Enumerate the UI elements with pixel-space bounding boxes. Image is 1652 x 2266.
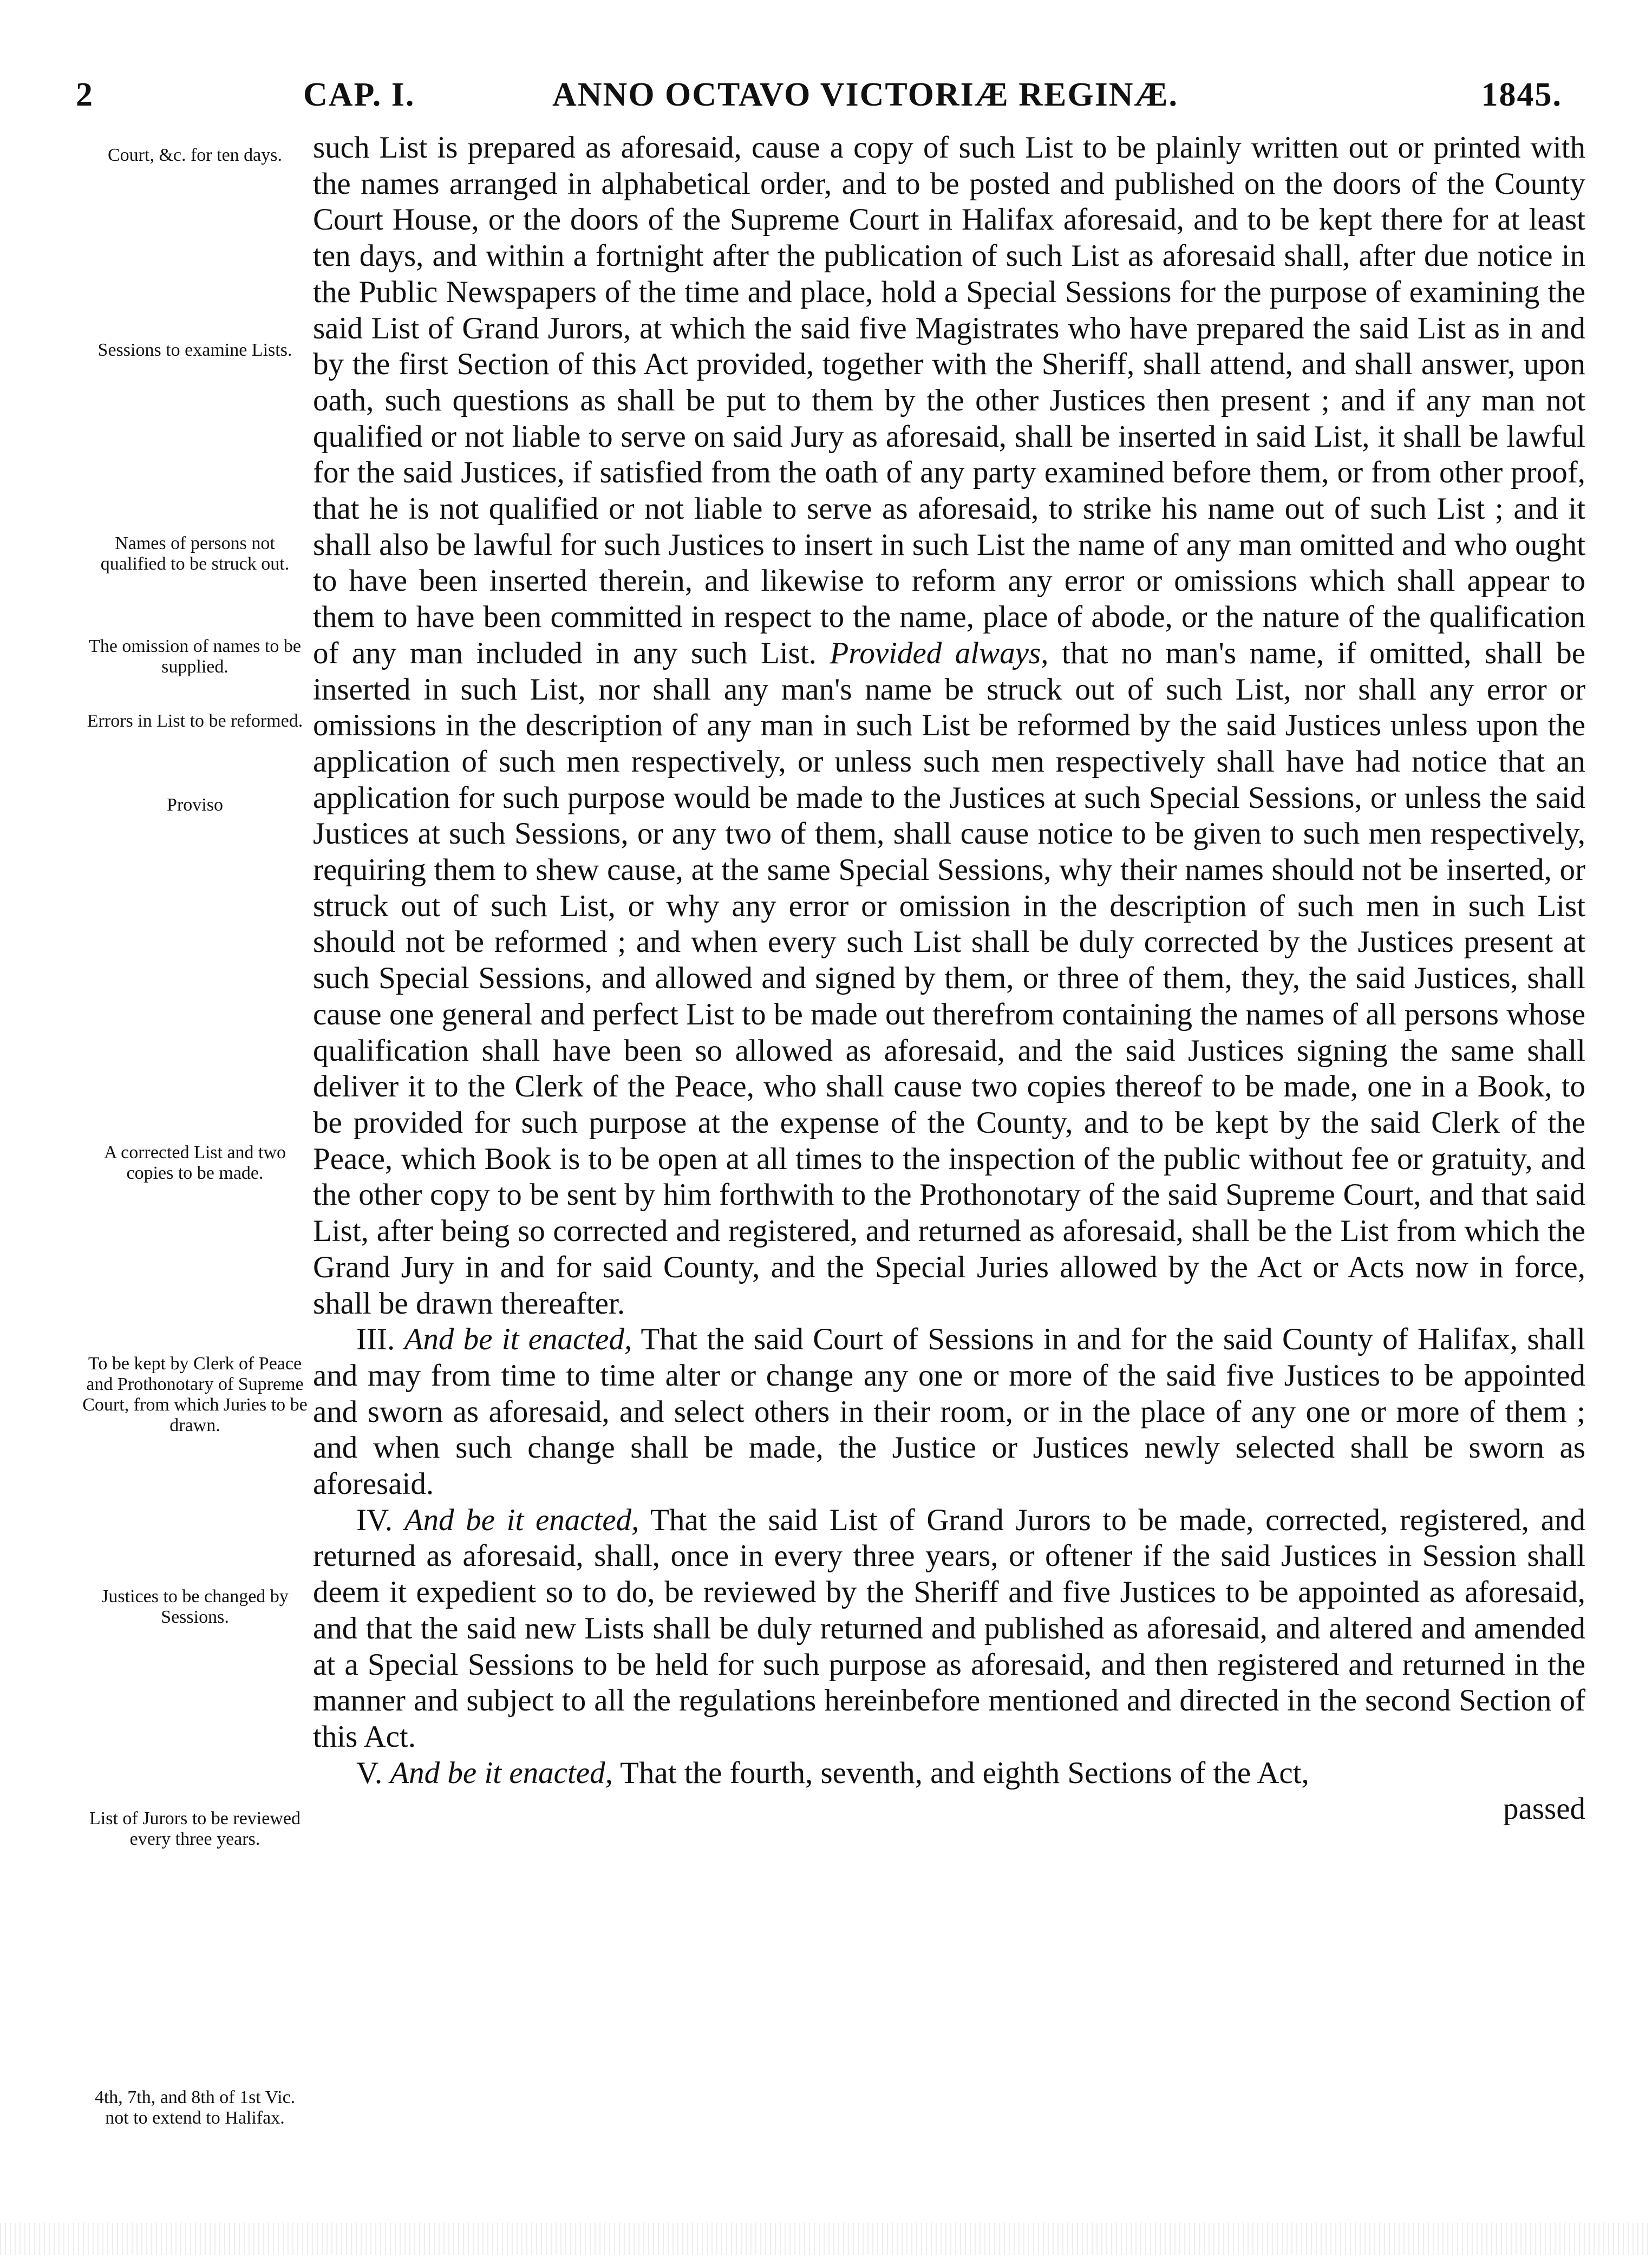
chapter-label: CAP. I. [303, 76, 415, 113]
margin-note: 4th, 7th, and 8th of 1st Vic. not to extend to Halifax. [94, 2087, 296, 2128]
scan-noise-strip [0, 2223, 1652, 2255]
section-number: IV. [356, 1503, 393, 1537]
margin-note: Justices to be changed by Sessions. [101, 1586, 289, 1627]
italic-phrase: Provided always, [830, 636, 1049, 670]
margin-note: Errors in List to be reformed. [87, 711, 303, 731]
section-number: III. [356, 1322, 395, 1357]
section-iv [313, 1503, 1585, 1755]
italic-phrase: And be it enacted, [390, 1755, 613, 1790]
margin-note: Court, &c. for ten days. [108, 145, 282, 165]
margin-note: A corrected List and two copies to be made. [103, 1142, 286, 1183]
page-number: 2 [76, 76, 94, 113]
margin-note: Sessions to examine Lists. [97, 340, 292, 360]
paragraph-text: such List is prepared as aforesaid, cause a copy of such List to be plainly written out or printed with the names arranged in alphabetical order, and to be posted and published on the doors of the County Court House, or the doors of the Supreme Court in Halifax aforesaid, and to be kept there for at least ten days, and within a fortnight after the publication of such List as aforesaid shall, after due notice in the Public Newspapers of the time and place, hold a Special Sessions for the purpose of examining the said List of Grand Jurors, at which the said five Magistrates who have prepared the said List as in and by the first Section of this Act provided, together with the Sheriff, shall attend, and shall answer, upon oath, such questions as shall be put to them by the other Justices then present ; and if any man not qualified or not liable to serve on said Jury as aforesaid, shall be inserted in said List, it shall be lawful for the said Justices, if satisfied from the oath of any party examined before them, or from other proof, that he is not qualified or not liable to serve as aforesaid, to strike his name out of such List ; and it shall also be lawful for such Justices to insert in such List the name of any man omitted and who ought to have been inserted therein, and likewise to reform any error or omissions which shall appear to them to have been committed in respect to the name, place of abode, or the nature of the qualification of any man included in any such List. [313, 130, 1585, 670]
margin-note: Names of persons not qualified to be struck out. [100, 533, 290, 574]
section-iii [313, 1322, 1585, 1503]
catchword: passed [1503, 1792, 1585, 1826]
italic-phrase: And be it enacted, [404, 1322, 632, 1357]
paragraph-text: That the said List of Grand Jurors to be made, corrected, registered, and returned as aforesaid, shall, once in every three years, or oftener if the said Justices in Session shall deem it expedient so to do, be reviewed by the Sheriff and five Justices to be appointed as aforesaid, and that the said new Lists shall be duly returned and published as aforesaid, and altered and amended at a Special Sessions to be held for such purpose as aforesaid, and then registered and returned in the manner and subject to all the regulations hereinbefore mentioned and directed in the second Section of this Act. [313, 1503, 1585, 1754]
paragraph-text: That the fourth, seventh, and eighth Sections of the Act, [620, 1755, 1309, 1790]
body-text [313, 130, 1585, 1827]
margin-note: The omission of names to be supplied. [89, 636, 301, 677]
page-title: ANNO OCTAVO VICTORIÆ REGINÆ. [552, 76, 1179, 113]
running-header [76, 76, 1562, 125]
paragraph-text: That the said Court of Sessions in and for the said County of Halifax, shall and may from time to time alter or change any one or more of the said five Justices to be appointed and sworn as aforesaid, and select others in their room, or in the place of any one or more of them ; and when such change shall be made, the Justice or Justices newly selected shall be sworn as aforesaid. [313, 1322, 1586, 1501]
section-v [313, 1755, 1585, 1792]
italic-phrase: And be it enacted, [404, 1503, 639, 1537]
section-number: V. [356, 1755, 383, 1790]
year-label: 1845. [1481, 76, 1562, 113]
paragraph-text: that no man's name, if omitted, shall be inserted in such List, nor shall any man's name be struck out of such List, nor shall any error or omissions in the description of any man in such List be reformed by the said Justices unless upon the application of such men respectively, or unless such men respectively shall have had notice that an application for such purpose would be made to the Justices at such Special Sessions, or unless the said Justices at such Sessions, or any two of them, shall cause notice to be given to such men respectively, requiring them to shew cause, at the same Special Sessions, why their names should not be inserted, or struck out of such List, or why any error or omission in the description of such men in such List should not be reformed ; and when every such List shall be duly corrected by the Justices present at such Special Sessions, and allowed and signed by them, or three of them, they, the said Justices, shall cause one general and perfect List to be made out therefrom containing the names of all persons whose qualification shall have been so allowed as aforesaid, and the said Justices signing the same shall deliver it to the Clerk of the Peace, who shall cause two copies thereof to be made, one in a Book, to be provided for such purpose at the expense of the County, and to be kept by the said Clerk of the Peace, which Book is to be open at all times to the inspection of the public without fee or gratuity, and the other copy to be sent by him forthwith to the Prothonotary of the said Supreme Court, and that said List, after being so corrected and registered, and returned as aforesaid, shall be the List from which the Grand Jury in and for said County, and the Special Juries allowed by the Act or Acts now in force, shall be drawn thereafter. [313, 636, 1586, 1321]
margin-note: To be kept by Clerk of Peace and Prothonotary of Supreme Court, from which Juries to be drawn. [82, 1354, 308, 1435]
paragraph [313, 130, 1585, 1322]
margin-note: Proviso [167, 795, 223, 815]
margin-note: List of Jurors to be reviewed every three years. [89, 1808, 301, 1849]
